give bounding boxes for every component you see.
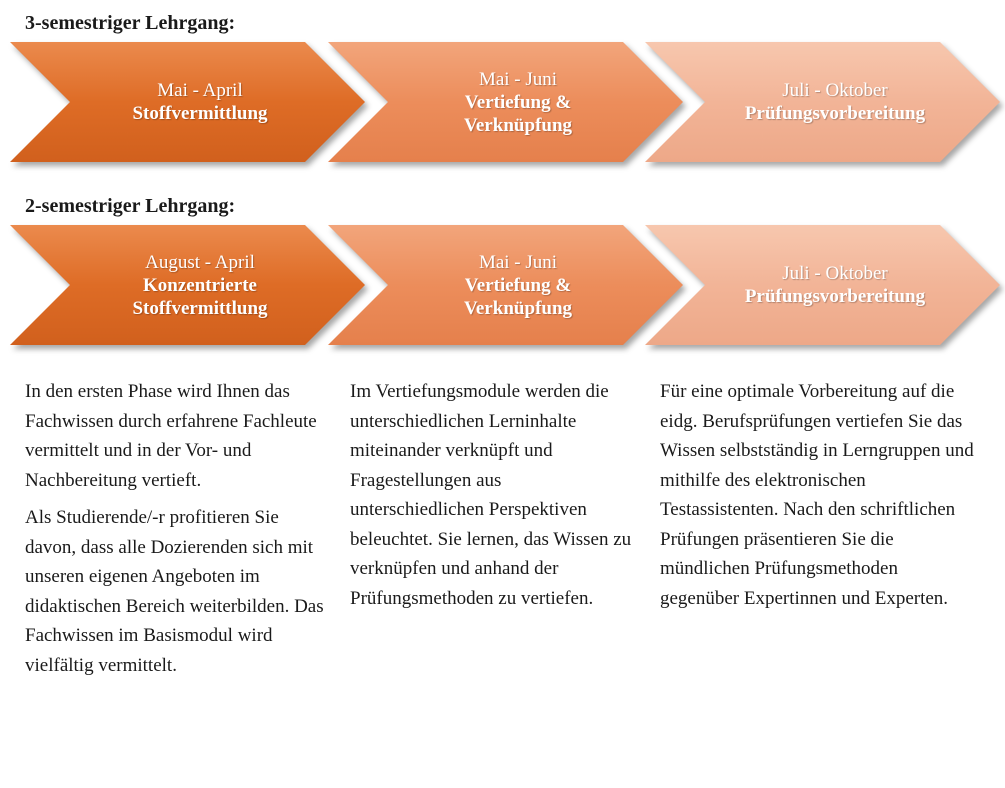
description-paragraph: Als Studierende/-r profitieren Sie davon, dass alle Dozierenden sich mit unseren eigenen Angeboten im didaktischen Bereich weiterbilden. Das Fachwissen im Basismodul wird vielfältig vermittelt. — [25, 507, 324, 676]
stage-title: Prüfungsvorbereitung — [744, 286, 926, 307]
stage-title-line-2: Verknüpfung — [463, 297, 573, 319]
chevron-stage-pruefungsvorbereitung — [645, 225, 1000, 345]
description-paragraph: Für eine optimale Vorbereitung auf die eidg. Berufsprüfungen vertiefen Sie das Wissen selbstständig in Lerngruppen und mithilfe des elektronischen Testassistenten. Nach den schriftlichen Prüfungen präsentieren Sie die mündlichen Prüfungsmethoden gegenüber Expertinnen und Experten. — [660, 381, 974, 609]
stage-period: August - April — [145, 251, 255, 273]
chevron-stage-vertiefung — [328, 42, 683, 162]
description-vertiefung — [350, 377, 635, 621]
stage-period: Mai - Juni — [478, 251, 558, 273]
description-basis — [25, 377, 330, 688]
heading-2-semester: 2-semestriger Lehrgang: — [25, 195, 236, 217]
stage-period: Juli - Oktober — [782, 80, 888, 101]
stage-period: Juli - Oktober — [782, 263, 888, 284]
chevron-stage-vertiefung — [328, 225, 683, 345]
stage-title-line-2: Verknüpfung — [463, 114, 573, 136]
stage-title-line-1: Vertiefung & — [464, 91, 572, 113]
stage-title-line-1: Vertiefung & — [464, 274, 572, 296]
heading-3-semester: 3-semestriger Lehrgang: — [25, 12, 236, 34]
description-pruefungsvorbereitung — [660, 377, 980, 621]
stage-period: Mai - April — [157, 80, 243, 101]
stage-title: Stoffvermittlung — [132, 103, 268, 124]
description-paragraph: In den ersten Phase wird Ihnen das Fachwissen durch erfahrene Fachleute vermittelt und in der Vor- und Nachbereitung vertieft. — [25, 381, 317, 491]
stage-title: Prüfungsvorbereitung — [744, 103, 926, 124]
stage-title-line-1: Konzentrierte — [143, 274, 257, 296]
stage-title-line-2: Stoffvermittlung — [132, 297, 268, 319]
chevron-stage-pruefungsvorbereitung — [645, 42, 1000, 162]
description-paragraph: Im Vertiefungsmodule werden die unterschiedlichen Lerninhalte miteinander verknüpft und Fragestellungen aus unterschiedlichen Perspektiven beleuchtet. Sie lernen, das Wissen zu verknüpfen und anhand der Prüfungsmethoden zu vertiefen. — [350, 381, 632, 609]
stage-period: Mai - Juni — [478, 68, 558, 90]
chevron-stage-konzentrierte-stoffvermittlung — [10, 225, 365, 345]
chevron-stage-stoffvermittlung — [10, 42, 365, 162]
